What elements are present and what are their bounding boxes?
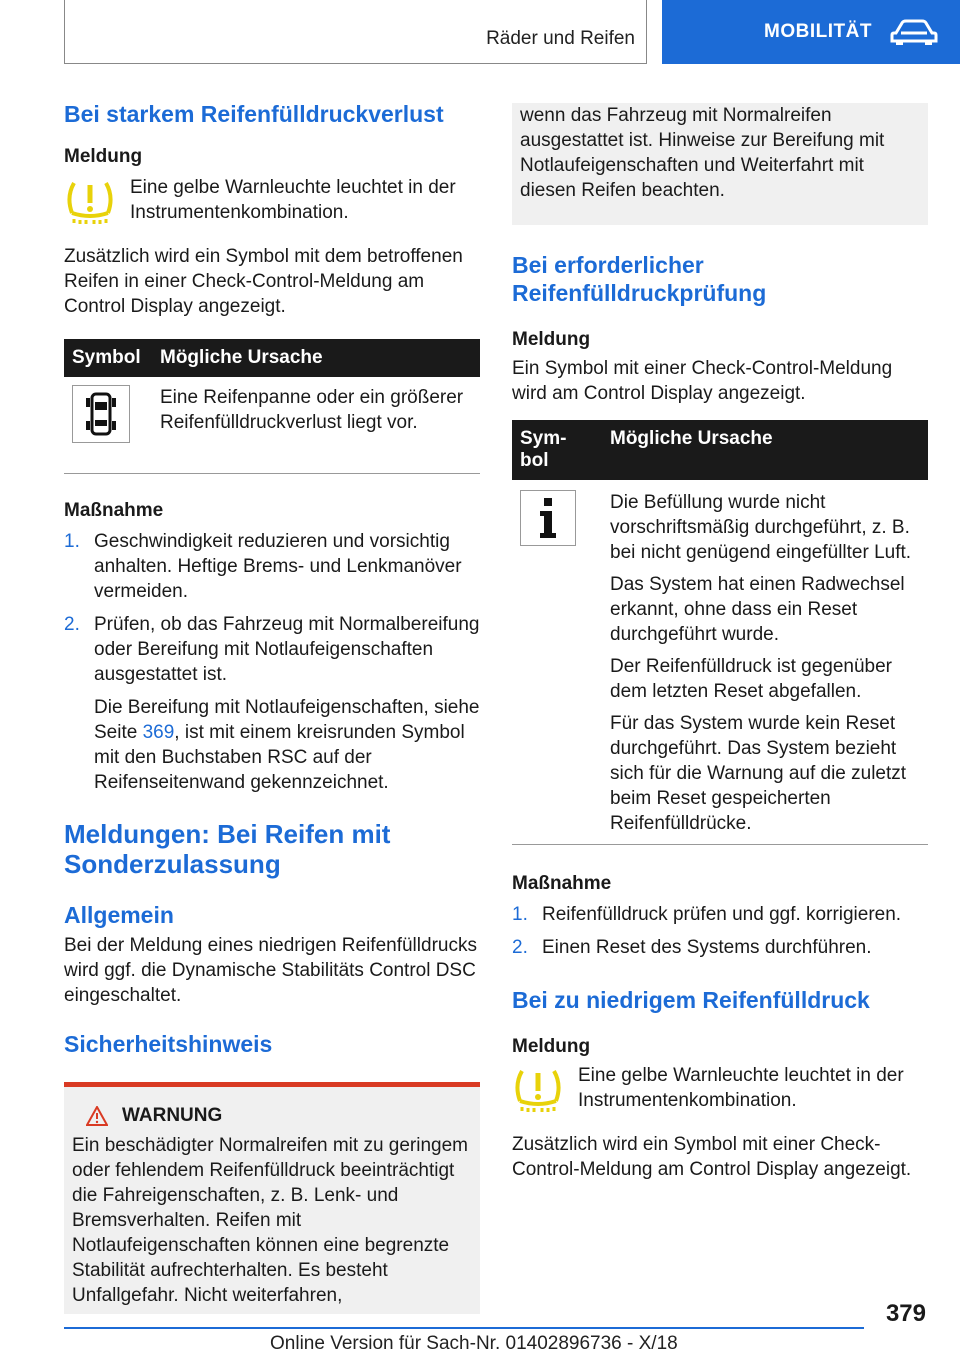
footer-text: Online Version für Sach-Nr. 01402896736 - X/18 bbox=[270, 1333, 678, 1354]
massnahme-list bbox=[64, 529, 480, 795]
meldung2-row bbox=[512, 1063, 928, 1118]
meldung-text-right: Ein Symbol mit einer Check-Control-Meldung wird am Control Display angezeigt. bbox=[512, 358, 893, 404]
heading-sonderzulassung: Meldungen: Bei Reifen mit Sonderzulassung bbox=[64, 819, 391, 879]
info-icon bbox=[536, 497, 560, 539]
tire-pressure-warning-icon bbox=[64, 175, 116, 225]
footer-divider bbox=[64, 1327, 864, 1329]
heading-sicherheitshinweis: Sicherheitshinweis bbox=[64, 1031, 273, 1057]
table-row bbox=[512, 480, 928, 845]
list-item: 1. Reifenfülldruck prüfen und ggf. korrigieren. bbox=[512, 904, 902, 925]
tire-pressure-warning-icon bbox=[512, 1063, 564, 1113]
right-column bbox=[512, 103, 928, 1182]
cause-text: Die Befüllung wurde nicht vorschriftsmäßig durchgeführt, z. B. bei nicht genügend eingefüllter Luft. bbox=[610, 492, 912, 563]
step2-extra: Die Bereifung mit Notlaufeigenschaften, siehe Seite 369, ist mit einem kreisrunden Symbol mit den Buchstaben RSC auf der Reifenseitenwand gekennzeichnet. bbox=[94, 697, 480, 793]
warning-triangle-icon bbox=[86, 1106, 108, 1126]
heading-niedrigem-druck: Bei zu niedrigem Reifenfülldruck bbox=[512, 987, 870, 1013]
meldung-text: Eine gelbe Warnleuchte leuchtet in der Instrumentenkombination. bbox=[130, 177, 456, 223]
heading-starkem-verlust: Bei starkem Reifenfülldruckverlust bbox=[64, 101, 444, 127]
car-top-view-icon bbox=[84, 390, 118, 438]
warning-box-continued bbox=[512, 103, 928, 225]
meldung-label-right: Meldung bbox=[512, 329, 591, 350]
massnahme-list-right bbox=[512, 902, 928, 960]
table-header-symbol: Sym- bol bbox=[512, 420, 602, 480]
paragraph-zusaetzlich: Zusätzlich wird ein Symbol mit dem betroffenen Reifen in einer Check-Control-Meldung am Control Display angezeigt. bbox=[64, 246, 463, 317]
massnahme-label: Maßnahme bbox=[64, 500, 164, 521]
warning-header bbox=[86, 1105, 472, 1127]
table-header-symbol: Symbol bbox=[64, 339, 152, 377]
allgemein-text: Bei der Meldung eines niedrigen Reifenfülldrucks wird ggf. die Dynamische Stabilitäts Control DSC eingeschaltet. bbox=[64, 935, 477, 1006]
header-chapter-label: MOBILITÄT bbox=[764, 21, 872, 42]
symbol-table-left bbox=[64, 339, 480, 474]
car-tire-symbol bbox=[72, 385, 130, 443]
warning-text: Ein beschädigter Normalreifen mit zu geringem oder fehlendem Reifenfülldruck beeinträchtigt die Fahreigenschaften, z. B. Lenk- und Bremsverhalten. Reifen mit Notlaufeigenschaften können eine begrenzte Stabilität aufrechterhalten. Es besteht Unfallgefahr. Nicht weiterfahren, bbox=[72, 1135, 469, 1306]
cause-text: Für das System wurde kein Reset durchgeführt. Das System bezieht sich für die Warnung auf die zuletzt beim Reset gespeicherten Reifenfülldrücke. bbox=[610, 713, 907, 834]
table-header-ursache: Mögliche Ursache bbox=[152, 339, 480, 377]
heading-allgemein: Allgemein bbox=[64, 902, 174, 928]
left-column bbox=[64, 100, 480, 1314]
meldung2-label: Meldung bbox=[512, 1036, 591, 1057]
cause-text: Das System hat einen Radwechsel erkannt, ohne dass ein Reset durchgeführt wurde. bbox=[610, 574, 905, 645]
list-item: 2. Prüfen, ob das Fahrzeug mit Normalbereifung oder Bereifung mit Notlaufeigenschaften ausgestattet ist. Die Bereifung mit Notlaufeigenschaften, siehe Seite 369, ist mit einem kreisrunden Symbol mit den Buchstaben RSC auf der Reifenseitenwand gekennzeichnet. bbox=[64, 614, 480, 793]
list-item: 2. Einen Reset des Systems durchführen. bbox=[512, 937, 872, 958]
massnahme-label-right: Maßnahme bbox=[512, 873, 612, 894]
warning-title: WARNUNG bbox=[122, 1105, 223, 1126]
meldung-row bbox=[64, 175, 480, 230]
list-item: 1. Geschwindigkeit reduzieren und vorsichtig anhalten. Heftige Brems- und Lenkmanöver vermeiden. bbox=[64, 531, 462, 602]
page-link-369[interactable]: 369 bbox=[142, 722, 175, 743]
header-chapter-tab[interactable] bbox=[662, 0, 960, 64]
car-icon bbox=[890, 19, 938, 45]
page-number: 379 bbox=[885, 1300, 926, 1327]
meldung2-text: Eine gelbe Warnleuchte leuchtet in der Instrumentenkombination. bbox=[578, 1065, 904, 1111]
table-row bbox=[64, 377, 480, 474]
paragraph-zusaetzlich-right: Zusätzlich wird ein Symbol mit einer Check-Control-Meldung am Control Display angezeigt. bbox=[512, 1134, 912, 1180]
warning-box bbox=[64, 1082, 480, 1314]
info-symbol bbox=[520, 490, 576, 546]
warning-continued-text: wenn das Fahrzeug mit Normalreifen ausgestattet ist. Hinweise zur Bereifung mit Notlaufeigenschaften und Weiterfahrt mit diesen Reifen beachten. bbox=[520, 105, 885, 201]
cause-text: Eine Reifenpanne oder ein größerer Reifenfülldruckverlust liegt vor. bbox=[160, 387, 464, 433]
header-section-title: Räder und Reifen bbox=[486, 28, 635, 49]
heading-erforderliche-pruefung: Bei erforderlicher Reifenfülldruckprüfung bbox=[512, 252, 767, 306]
meldung-label: Meldung bbox=[64, 146, 143, 167]
symbol-table-right bbox=[512, 420, 928, 845]
cause-text: Der Reifenfülldruck ist gegenüber dem letzten Reset abgefallen. bbox=[610, 656, 892, 702]
table-header-ursache: Mögliche Ursache bbox=[602, 420, 928, 480]
